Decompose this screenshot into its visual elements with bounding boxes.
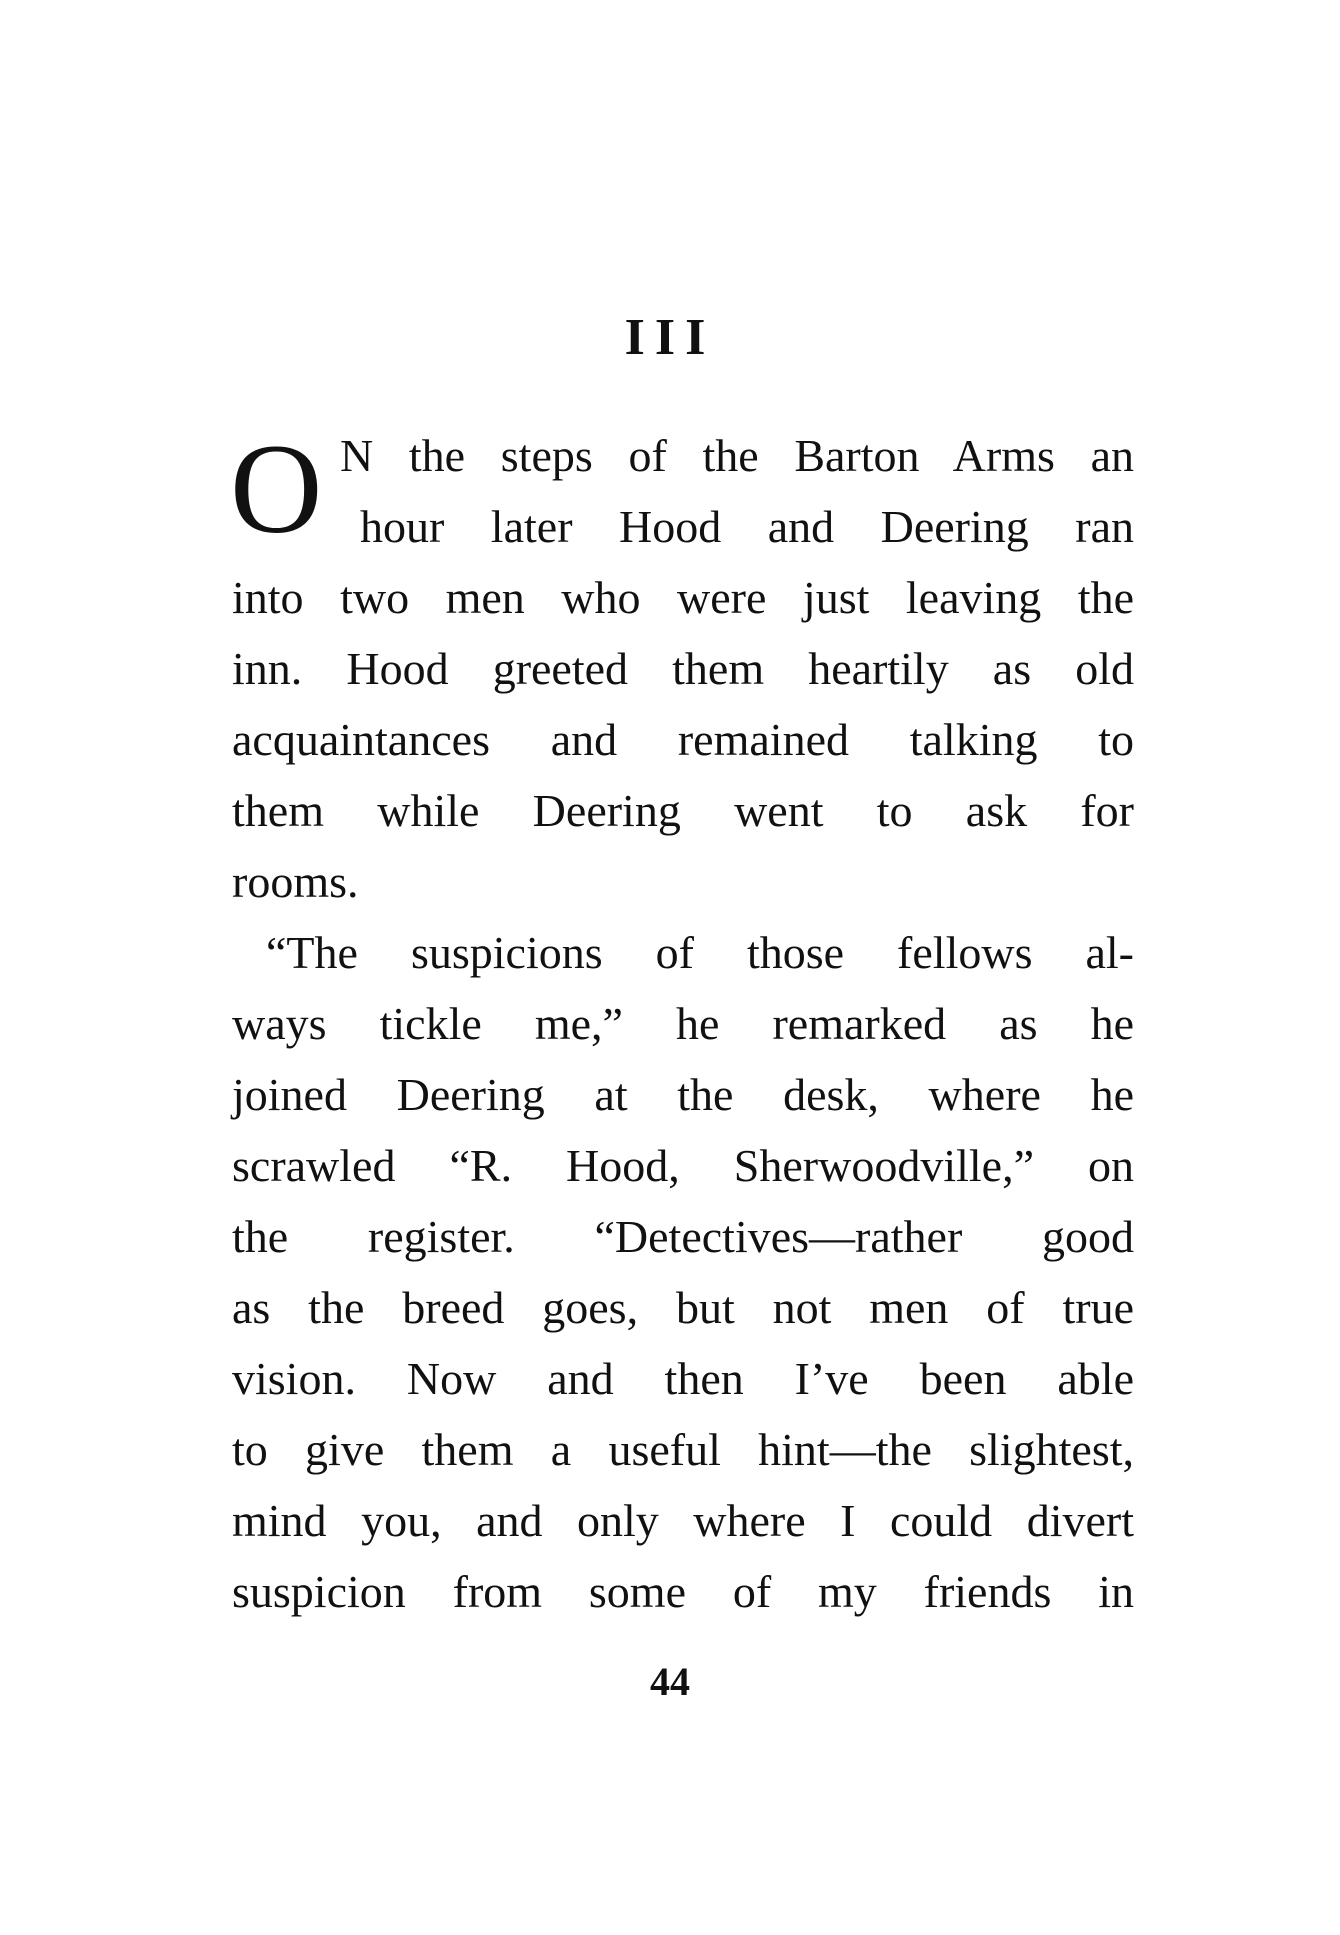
text-line: mind you, and only where I could divert: [232, 1495, 1134, 1546]
text-line: as the breed goes, but not men of true: [232, 1282, 1134, 1333]
text-line: them while Deering went to ask for: [232, 785, 1134, 836]
text-line: rooms.: [232, 856, 359, 907]
text-line: acquaintances and remained talking to: [232, 714, 1134, 765]
text-line: vision. Now and then I’ve been able: [232, 1353, 1134, 1404]
chapter-heading: III: [624, 309, 716, 366]
text-line: scrawled “R. Hood, Sherwoodville,” on: [232, 1140, 1134, 1191]
text-line: suspicion from some of my friends in: [232, 1566, 1134, 1617]
drop-cap: O: [230, 418, 323, 560]
text-line: the register. “Detectives—rather good: [232, 1211, 1134, 1262]
text-line: ways tickle me,” he remarked as he: [232, 998, 1134, 1049]
text-line: N the steps of the Barton Arms an: [340, 430, 1134, 481]
text-line: joined Deering at the desk, where he: [232, 1069, 1134, 1120]
page-number: 44: [650, 1659, 690, 1704]
text-line: inn. Hood greeted them heartily as old: [232, 643, 1134, 694]
text-line: “The suspicions of those fellows al-: [266, 927, 1134, 978]
body-text: [232, 420, 1134, 1627]
text-line: into two men who were just leaving the: [232, 572, 1134, 623]
text-line: hour later Hood and Deering ran: [360, 501, 1134, 552]
text-line: to give them a useful hint—the slightest,: [232, 1424, 1134, 1475]
